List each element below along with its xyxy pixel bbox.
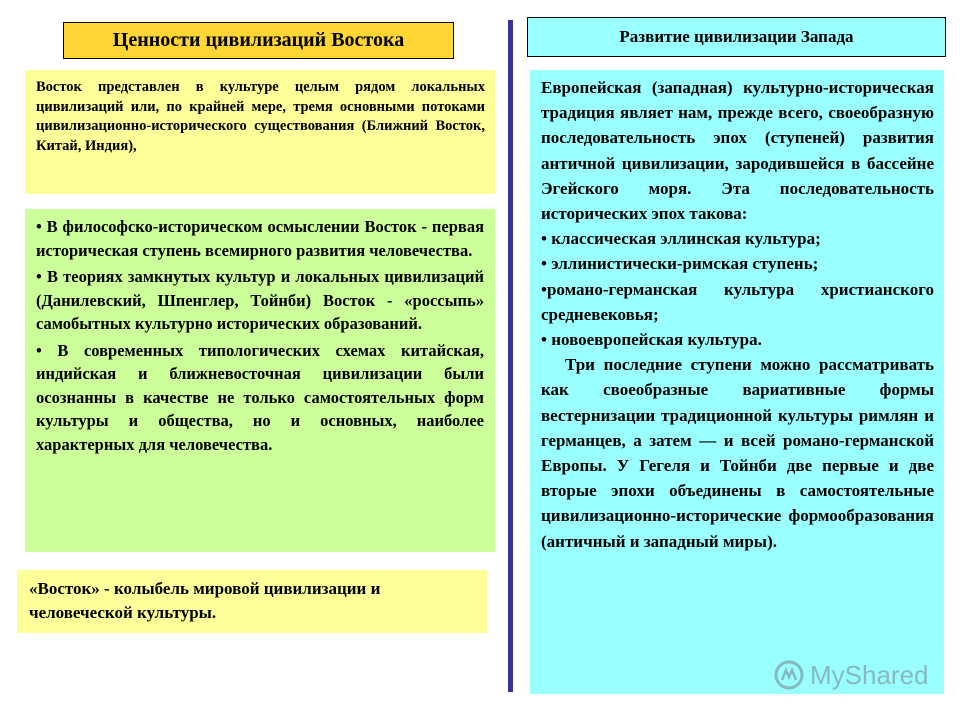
west-epoch-item: • новоевропейская культура. xyxy=(541,330,762,350)
east-theory-item: • В философско-историческом осмыслении Восток - первая историческая ступень всемирного развития человечества. xyxy=(36,217,484,260)
watermark-text: MyShared xyxy=(810,659,929,690)
west-epoch-item: • классическая эллинская культура; xyxy=(541,229,821,249)
east-intro-box: Восток представлен в культуре целым рядом локальных цивилизаций или, по крайней мере, тремя основными потоками цивилизационно-исторического существования (Ближний Восток, Китай, Индия), xyxy=(25,70,495,194)
west-intro: Европейская (западная) культурно-историческая традиция являет нам, прежде всего, своеобразную последовательность эпох (ступеней) развития античной цивилизации, зародившейся в бассейне Эгейского моря. Эта последовательность исторических эпох такова: xyxy=(541,78,934,224)
east-title: Ценности цивилизаций Востока xyxy=(63,22,454,59)
west-epoch-item: • эллинистически-римская ступень; xyxy=(541,254,819,274)
east-theory-item: • В теориях замкнутых культур и локальных цивилизаций (Данилевский, Шпенглер, Тойнби) Восток - «россыпь» самобытных культурно исторических образований. xyxy=(36,267,484,333)
west-epoch-item: •романо-германская культура христианского средневековья; xyxy=(541,279,934,324)
myshared-logo-icon xyxy=(774,660,804,690)
west-title: Развитие цивилизации Запада xyxy=(527,17,946,57)
column-divider xyxy=(508,20,513,692)
east-cradle-box: «Восток» - колыбель мировой цивилизации и человеческой культуры. xyxy=(17,570,487,633)
west-conclusion: Три последние ступени можно рассматривать как своеобразные вариативные формы вестернизации традиционной культуры римлян и германцев, а затем — и всей романо-германской Европы. У Гегеля и Тойнби две первые и две вторые эпохи объединены в самостоятельные цивилизационно-исторические формообразования (античный и западный миры). xyxy=(541,355,934,551)
east-theories-box xyxy=(25,209,495,552)
watermark xyxy=(774,657,934,693)
east-theory-item: • В современных типологических схемах китайская, индийская и ближневосточная цивилизации были осознанны в качестве не только самостоятельных форм культуры и общества, но и основных, наиболее характерных для человечества. xyxy=(36,340,484,454)
west-text-box xyxy=(530,70,944,694)
